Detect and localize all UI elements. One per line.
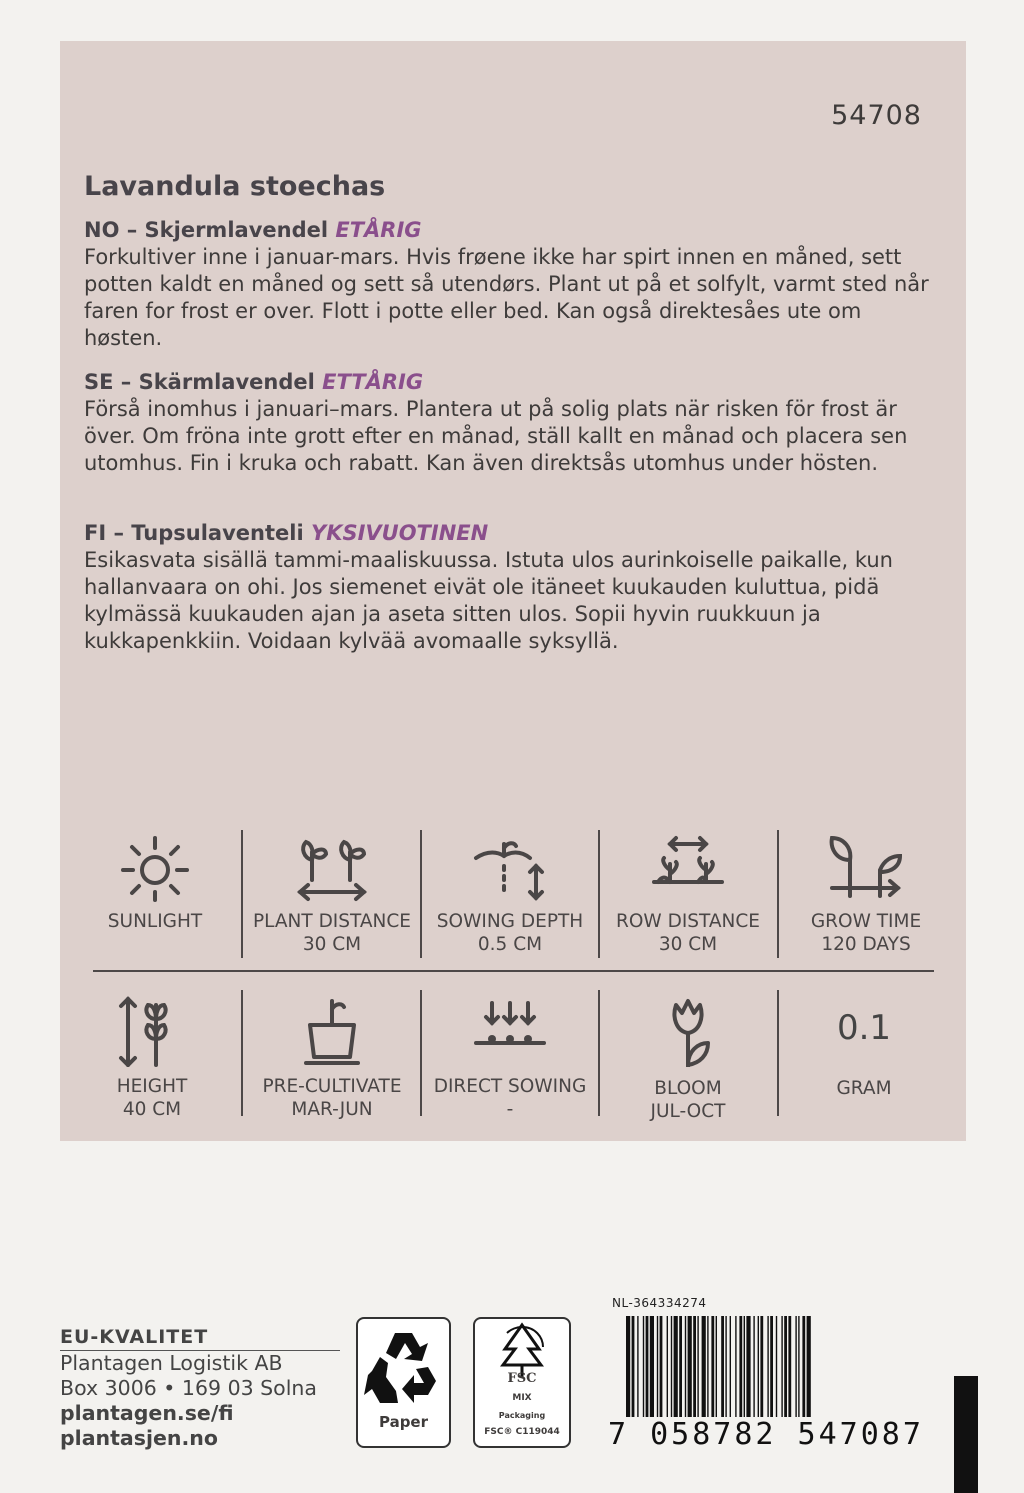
eu-quality-title: EU-KVALITET	[60, 1326, 340, 1351]
divider	[777, 830, 779, 958]
row-distance-cell	[599, 825, 777, 975]
fsc-mix: MIX	[512, 1393, 532, 1403]
norwegian-section	[84, 217, 934, 352]
norwegian-type: ETÅRIG	[335, 218, 422, 242]
sowing-depth-cell	[421, 825, 599, 975]
direct-sowing-icon	[470, 995, 550, 1067]
norwegian-name: NO – Skjermlavendel	[84, 218, 329, 242]
sunlight-cell	[66, 825, 244, 975]
swedish-text: Förså inomhus i januari–mars. Plantera ut på solig plats när risken för frost är över. Om fröna inte grott efter en månad, ställ kallt en månad och placera sen utomhus. Fin i kruka och rabatt. Kan även direktsås utomhus under hösten.	[84, 397, 908, 475]
pot-icon	[292, 995, 372, 1067]
website-se: plantagen.se/fi	[60, 1401, 234, 1425]
registration-mark	[954, 1376, 978, 1493]
barcode	[608, 1296, 924, 1452]
swedish-type: ETTÅRIG	[322, 370, 424, 394]
finnish-section	[84, 520, 934, 655]
grow-time-label: GROW TIME	[810, 911, 922, 932]
height-cell	[63, 990, 241, 1140]
grid-horizontal-divider	[93, 970, 934, 972]
tulip-icon	[648, 995, 728, 1067]
info-row-1	[60, 825, 966, 975]
pre-cultivate-cell	[243, 990, 421, 1140]
finnish-type: YKSIVUOTINEN	[310, 521, 489, 545]
norwegian-heading	[84, 218, 422, 242]
divider	[241, 830, 243, 958]
latin-name: Lavandula stoechas	[84, 171, 386, 202]
recycle-icon	[358, 1319, 449, 1409]
bloom-value: JUL-OCT	[650, 1101, 726, 1122]
company-name: Plantagen Logistik AB	[60, 1351, 283, 1375]
plant-distance-icon	[292, 830, 372, 902]
fsc-packaging: Packaging	[498, 1411, 546, 1420]
bloom-label: BLOOM	[654, 1078, 722, 1099]
plant-distance-value: 30 CM	[302, 934, 362, 955]
sunlight-label: SUNLIGHT	[107, 911, 203, 932]
sun-icon	[115, 830, 195, 902]
gram-label: GRAM	[836, 1078, 892, 1099]
eu-quality-block	[60, 1326, 340, 1451]
swedish-heading	[84, 370, 423, 394]
plant-distance-label: PLANT DISTANCE	[253, 911, 411, 932]
sowing-depth-value: 0.5 CM	[477, 934, 543, 955]
bloom-cell	[599, 990, 777, 1140]
finnish-text: Esikasvata sisällä tammi-maaliskuussa. Istuta ulos aurinkoiselle paikalle, kun hallanvaara on ohi. Jos siemenet eivät ole itäneet kuukauden kuluttua, pidä kylmässä kuukauden ajan ja aseta sitten ulos. Sopii hyvin ruukkuun ja kukkapenkkiin. Voidaan kylvää avomaalle syksyllä.	[84, 548, 893, 653]
row-distance-value: 30 CM	[658, 934, 718, 955]
direct-sowing-cell	[421, 990, 599, 1140]
swedish-section	[84, 369, 934, 477]
finnish-heading	[84, 521, 488, 545]
nl-code: NL-364334274	[612, 1296, 707, 1310]
sowing-depth-label: SOWING DEPTH	[436, 911, 584, 932]
growing-info-grid-2	[60, 990, 966, 1140]
fsc-code: FSC® C119044	[484, 1427, 560, 1437]
article-number: 54708	[831, 100, 922, 131]
finnish-name: FI – Tupsulaventeli	[84, 521, 304, 545]
row-distance-icon	[648, 830, 728, 902]
company-address: Box 3006 • 169 03 Solna	[60, 1376, 317, 1400]
grow-time-value: 120 DAYS	[821, 934, 911, 955]
barcode-number: 7 058782 547087	[608, 1417, 924, 1452]
row-distance-label: ROW DISTANCE	[616, 911, 760, 932]
divider	[420, 830, 422, 958]
direct-sowing-value: -	[506, 1099, 514, 1120]
swedish-name: SE – Skärmlavendel	[84, 370, 315, 394]
website-no: plantasjen.no	[60, 1426, 218, 1450]
grow-time-icon	[826, 830, 906, 902]
height-label: HEIGHT	[116, 1076, 188, 1097]
norwegian-text: Forkultiver inne i januar-mars. Hvis frøene ikke har spirt innen en måned, sett potten kaldt en måned og sett så utendørs. Plant ut på et solfylt, varmt sted når faren for frost er over. Flott i potte eller bed. Kan også direktesåes ute om høsten.	[84, 245, 929, 350]
pre-cultivate-label: PRE-CULTIVATE	[262, 1076, 402, 1097]
gram-value: 0.1	[836, 1008, 892, 1048]
grow-time-cell	[777, 825, 955, 975]
plant-distance-cell	[243, 825, 421, 975]
gram-cell	[775, 990, 953, 1140]
pre-cultivate-value: MAR-JUN	[291, 1099, 373, 1120]
recycle-logo	[356, 1317, 451, 1448]
height-icon	[112, 995, 192, 1067]
direct-sowing-label: DIRECT SOWING	[433, 1076, 587, 1097]
sowing-depth-icon	[470, 830, 550, 902]
height-value: 40 CM	[122, 1099, 182, 1120]
fsc-logo	[473, 1317, 571, 1448]
fsc-logo-text: FSC	[507, 1371, 537, 1386]
recycle-label: Paper	[378, 1413, 429, 1431]
growing-info-grid	[60, 825, 966, 975]
divider	[598, 830, 600, 958]
info-row-2	[60, 990, 966, 1140]
